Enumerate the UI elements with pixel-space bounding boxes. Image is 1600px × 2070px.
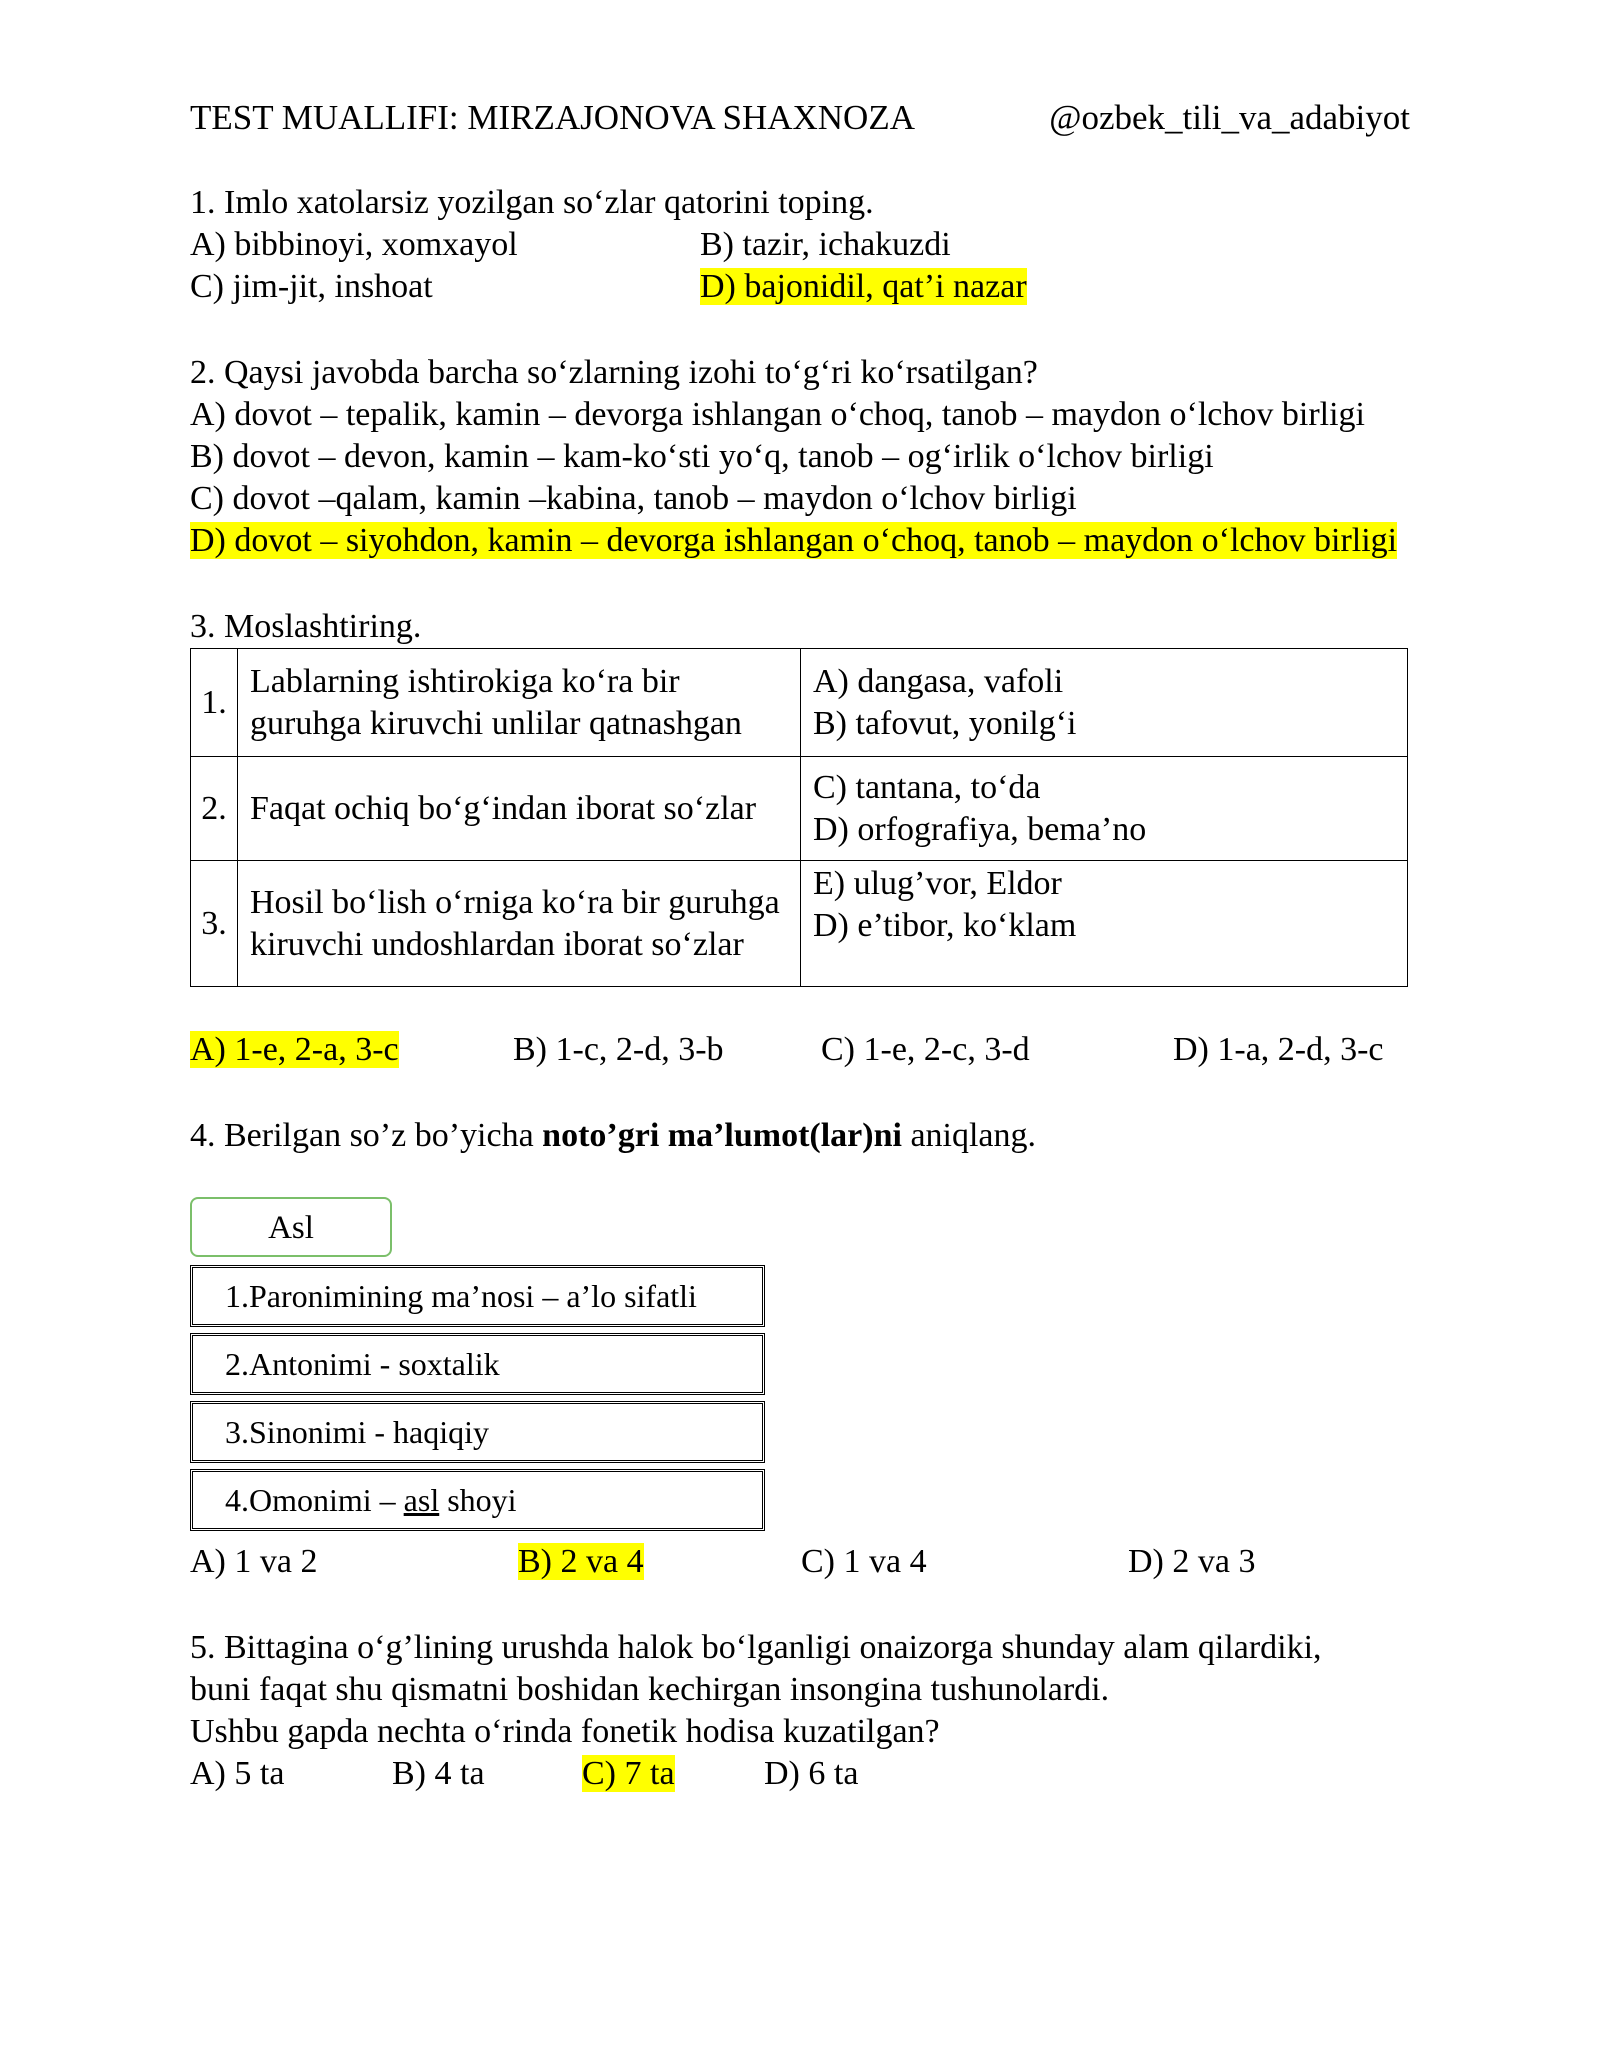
row-description: Lablarning ishtirokiga ko‘ra bir guruhga kiruvchi unlilar qatnashgan	[238, 649, 801, 757]
table-row	[191, 757, 1408, 861]
question-5-option-a: A) 5 ta	[190, 1755, 285, 1792]
question-2-option-d-correct: D) dovot – siyohdon, kamin – devorga ishlangan o‘choq, tanob – maydon o‘lchov birligi	[190, 522, 1398, 559]
question-3-option-d: D) 1-a, 2-d, 3-c	[1173, 1031, 1384, 1068]
matching-table	[190, 648, 1408, 987]
info-box-post: shoyi	[439, 1482, 517, 1518]
table-row	[191, 649, 1408, 757]
question-3	[190, 606, 1410, 1071]
question-1-text: 1. Imlo xatolarsiz yozilgan so‘zlar qatorini toping.	[190, 184, 874, 221]
page-header	[190, 96, 1410, 140]
row-description: Faqat ochiq bo‘g‘indan iborat so‘zlar	[238, 757, 801, 861]
row-option: D) e’tibor, ko‘klam	[813, 907, 1077, 944]
question-4-options	[190, 1541, 1410, 1583]
question-2-option-a: A) dovot – tepalik, kamin – devorga ishlangan o‘choq, tanob – maydon o‘lchov birligi	[190, 396, 1365, 433]
question-5-line-3: Ushbu gapda nechta o‘rinda fonetik hodisa kuzatilgan?	[190, 1713, 940, 1750]
question-1-option-c: C) jim-jit, inshoat	[190, 268, 433, 305]
row-number: 2.	[191, 757, 238, 861]
info-box: 3.Sinonimi - haqiqiy	[190, 1401, 765, 1463]
row-description: Hosil bo‘lish o‘rniga ko‘ra bir guruhga kiruvchi undoshlardan iborat so‘zlar	[238, 861, 801, 987]
question-4-text-pre: 4. Berilgan so’z bo’yicha	[190, 1117, 543, 1154]
question-4-option-b-correct: B) 2 va 4	[518, 1543, 644, 1580]
question-4-text-post: aniqlang.	[901, 1117, 1037, 1154]
row-options	[801, 861, 1408, 987]
question-3-text: 3. Moslashtiring.	[190, 608, 422, 645]
question-4-option-a: A) 1 va 2	[190, 1543, 318, 1580]
info-box	[190, 1469, 765, 1531]
table-row	[191, 861, 1408, 987]
info-box: 2.Antonimi - soxtalik	[190, 1333, 765, 1395]
question-2-text: 2. Qaysi javobda barcha so‘zlarning izohi to‘g‘ri ko‘rsatilgan?	[190, 354, 1038, 391]
question-1-option-b: B) tazir, ichakuzdi	[700, 226, 951, 263]
channel-handle: @ozbek_tili_va_adabiyot	[1049, 98, 1410, 137]
question-5-option-d: D) 6 ta	[764, 1755, 859, 1792]
question-4-option-d: D) 2 va 3	[1128, 1543, 1256, 1580]
question-4-option-c: C) 1 va 4	[801, 1543, 927, 1580]
question-4	[190, 1115, 1410, 1583]
question-5-option-b: B) 4 ta	[392, 1755, 485, 1792]
question-1-option-a: A) bibbinoyi, xomxayol	[190, 226, 518, 263]
question-1-option-d-correct: D) bajonidil, qat’i nazar	[700, 268, 1027, 305]
row-option: A) dangasa, vafoli	[813, 662, 1064, 700]
info-box: 1.Paronimining ma’nosi – a’lo sifatli	[190, 1265, 765, 1327]
question-3-option-b: B) 1-c, 2-d, 3-b	[513, 1031, 724, 1068]
row-options	[801, 757, 1408, 861]
question-4-text-bold: noto’gri ma’lumot(lar)ni	[542, 1117, 902, 1154]
row-number: 3.	[191, 861, 238, 987]
info-box-pre: 4.Omonimi –	[225, 1482, 404, 1518]
info-box-underlined: asl	[403, 1482, 440, 1518]
row-option: D) orfografiya, bema’no	[813, 810, 1147, 848]
question-2	[190, 352, 1410, 562]
question-5-options	[190, 1753, 1410, 1795]
question-5	[190, 1627, 1410, 1795]
row-number: 1.	[191, 649, 238, 757]
row-options	[801, 649, 1408, 757]
question-1-options-row-2	[190, 266, 1410, 308]
question-1-options-row-1	[190, 224, 1410, 266]
question-4-text	[190, 1115, 1410, 1157]
question-5-option-c-correct: C) 7 ta	[582, 1755, 675, 1792]
test-page	[190, 96, 1410, 1795]
row-option: B) tafovut, yonilg‘i	[813, 704, 1077, 742]
word-info-diagram	[190, 1197, 1410, 1541]
question-3-options	[190, 1029, 1410, 1071]
row-option: C) tantana, to‘da	[813, 768, 1041, 806]
row-option: E) ulug’vor, Eldor	[813, 865, 1062, 902]
question-1	[190, 182, 1410, 308]
question-3-option-a-correct: A) 1-e, 2-a, 3-c	[190, 1031, 399, 1068]
question-5-line-1: 5. Bittagina o‘g’lining urushda halok bo‘lganligi onaizorga shunday alam qilardiki,	[190, 1629, 1322, 1666]
question-2-option-c: C) dovot –qalam, kamin –kabina, tanob – maydon o‘lchov birligi	[190, 480, 1077, 517]
author-label: TEST MUALLIFI: MIRZAJONOVA SHAXNOZA	[190, 98, 915, 137]
question-5-line-2: buni faqat shu qismatni boshidan kechirgan insongina tushunolardi.	[190, 1671, 1110, 1708]
question-2-option-b: B) dovot – devon, kamin – kam-ko‘sti yo‘q, tanob – og‘irlik o‘lchov birligi	[190, 438, 1214, 475]
question-3-option-c: C) 1-e, 2-c, 3-d	[821, 1031, 1030, 1068]
word-tag: Asl	[190, 1197, 392, 1257]
